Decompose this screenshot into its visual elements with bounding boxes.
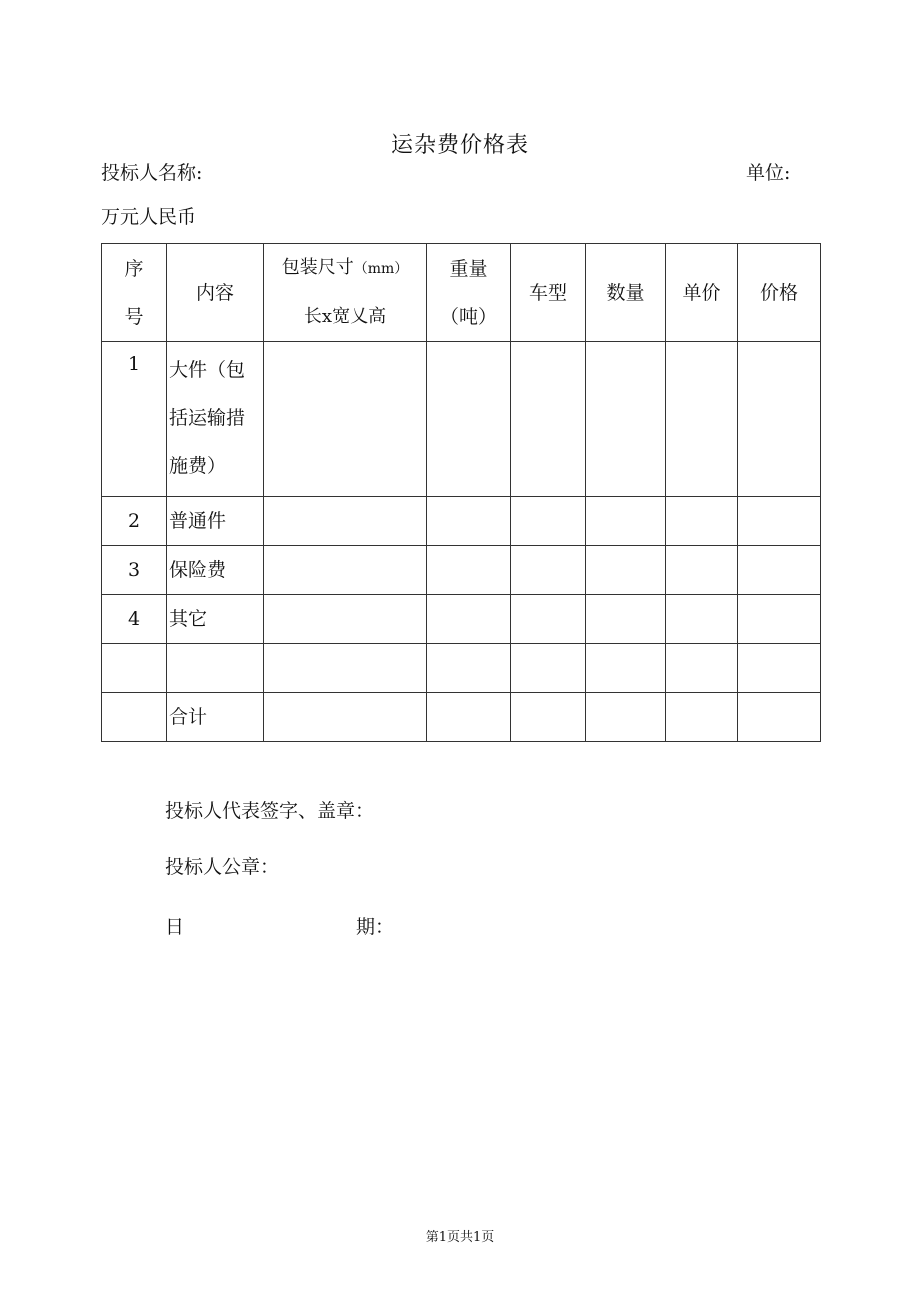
cell-price	[738, 342, 821, 497]
header-price: 价格	[738, 244, 821, 342]
row-content-line: 施费）	[169, 455, 227, 477]
cell-unit-price	[666, 693, 738, 742]
cell-vehicle	[511, 497, 586, 546]
cell-quantity	[586, 342, 666, 497]
table-row	[102, 546, 821, 595]
table-row	[102, 342, 821, 497]
row-number	[102, 693, 167, 742]
header-size-line2: 长x宽乂高	[303, 306, 387, 327]
bidder-name-label: 投标人名称:	[101, 162, 203, 184]
currency-label: 万元人民币	[101, 206, 197, 228]
cell-unit-price	[666, 595, 738, 644]
cell-size	[264, 497, 427, 546]
header-seq	[102, 244, 167, 342]
row-number: 4	[102, 595, 167, 644]
cell-weight	[427, 595, 511, 644]
cell-vehicle	[511, 595, 586, 644]
cell-vehicle	[511, 693, 586, 742]
row-content-line: 括运输措	[169, 407, 246, 429]
table-row	[102, 595, 821, 644]
header-weight-line1: 重量	[449, 257, 488, 280]
page-footer: 第1页共1页	[425, 1230, 495, 1245]
unit-label: 单位:	[746, 162, 791, 184]
table-row	[102, 497, 821, 546]
cell-unit-price	[666, 644, 738, 693]
header-seq-line2: 号	[124, 305, 144, 328]
header-size-line1: 包装尺寸	[281, 257, 354, 278]
row-number	[102, 644, 167, 693]
table-header-row	[102, 244, 821, 342]
cell-vehicle	[511, 644, 586, 693]
cell-size	[264, 693, 427, 742]
cell-unit-price	[666, 546, 738, 595]
row-content: 合计	[167, 693, 264, 742]
representative-signature-label: 投标人代表签字、盖章：	[165, 800, 375, 822]
price-table	[101, 243, 821, 742]
row-content	[167, 644, 264, 693]
cell-quantity	[586, 497, 666, 546]
row-content: 普通件	[167, 497, 264, 546]
cell-price	[738, 546, 821, 595]
row-number: 1	[102, 342, 167, 497]
header-vehicle: 车型	[511, 244, 586, 342]
row-number: 2	[102, 497, 167, 546]
cell-vehicle	[511, 546, 586, 595]
header-weight	[427, 244, 511, 342]
cell-size	[264, 546, 427, 595]
date-label-day: 日	[165, 916, 185, 938]
cell-vehicle	[511, 342, 586, 497]
cell-size	[264, 595, 427, 644]
cell-price	[738, 644, 821, 693]
row-content: 其它	[167, 595, 264, 644]
cell-weight	[427, 693, 511, 742]
row-content: 保险费	[167, 546, 264, 595]
row-content-line: 大件（包	[169, 359, 246, 381]
cell-price	[738, 497, 821, 546]
header-size-unit: （mm）	[353, 261, 409, 277]
cell-weight	[427, 497, 511, 546]
cell-quantity	[586, 644, 666, 693]
row-content	[167, 342, 264, 497]
cell-quantity	[586, 546, 666, 595]
header-weight-line2: （吨）	[439, 305, 497, 328]
bidder-seal-label: 投标人公章：	[165, 856, 280, 878]
header-size	[264, 244, 427, 342]
date-label-period: 期：	[356, 916, 395, 938]
cell-weight	[427, 546, 511, 595]
cell-unit-price	[666, 342, 738, 497]
cell-unit-price	[666, 497, 738, 546]
header-seq-line1: 序	[124, 257, 144, 280]
cell-size	[264, 644, 427, 693]
document-title: 运杂费价格表	[390, 133, 529, 158]
row-number: 3	[102, 546, 167, 595]
cell-weight	[427, 644, 511, 693]
cell-size	[264, 342, 427, 497]
cell-price	[738, 693, 821, 742]
cell-weight	[427, 342, 511, 497]
cell-quantity	[586, 595, 666, 644]
table-row	[102, 644, 821, 693]
cell-quantity	[586, 693, 666, 742]
cell-price	[738, 595, 821, 644]
table-row-total	[102, 693, 821, 742]
header-quantity: 数量	[586, 244, 666, 342]
header-content: 内容	[167, 244, 264, 342]
header-unit-price: 单价	[666, 244, 738, 342]
